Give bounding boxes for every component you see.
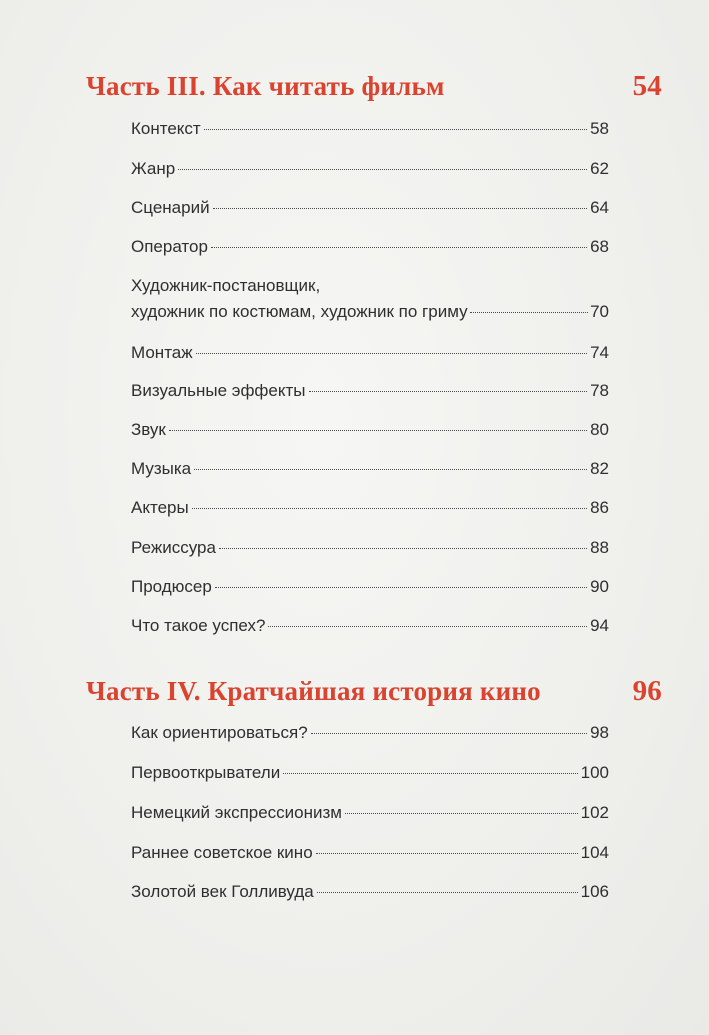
toc-entry-title: Актеры — [131, 498, 189, 517]
toc-entry-page: 64 — [590, 198, 609, 217]
toc-entry-page: 82 — [590, 459, 609, 478]
toc-entry-title: Звук — [131, 420, 166, 439]
part-3-heading — [86, 70, 662, 110]
toc-entry-title: Как ориентироваться? — [131, 723, 308, 742]
toc-entry-page: 68 — [590, 237, 609, 256]
dot-leader — [345, 813, 578, 814]
dot-leader — [219, 548, 587, 549]
toc-entry — [131, 575, 609, 599]
toc-entry-title: Оператор — [131, 237, 208, 256]
toc-entry — [131, 418, 609, 442]
toc-entry-title-line-1: Художник-постановщик, — [131, 276, 321, 295]
toc-entry-multiline — [131, 273, 609, 325]
toc-entry-page: 78 — [590, 381, 609, 400]
dot-leader — [213, 208, 588, 209]
toc-entry-title: Режиссура — [131, 538, 216, 557]
toc-entry — [131, 117, 609, 141]
toc-entry-page: 100 — [580, 763, 609, 782]
dot-leader — [169, 430, 587, 431]
toc-entry — [131, 614, 609, 638]
toc-entry — [131, 841, 609, 865]
toc-entry — [131, 536, 609, 560]
toc-entry-page: 70 — [590, 302, 609, 321]
part-4-heading — [86, 675, 662, 715]
dot-leader — [204, 129, 587, 130]
dot-leader — [194, 469, 587, 470]
toc-entry-title: Что такое успех? — [131, 616, 266, 635]
toc-entry-title: Визуальные эффекты — [131, 381, 306, 400]
dot-leader — [470, 312, 589, 313]
toc-entry-page: 86 — [590, 498, 609, 517]
toc-entry-page: 74 — [590, 343, 609, 362]
toc-entry — [131, 801, 609, 825]
toc-entry-page: 106 — [580, 882, 609, 901]
part-3-page-number: 54 — [632, 70, 662, 102]
toc-entry-page: 104 — [580, 843, 609, 862]
toc-entry-title-line-2: художник по костюмам, художник по гриму — [131, 302, 468, 321]
dot-leader — [192, 508, 587, 509]
dot-leader — [317, 892, 578, 893]
toc-entry — [131, 880, 609, 904]
toc-entry-title: Продюсер — [131, 577, 212, 596]
dot-leader — [316, 853, 578, 854]
toc-entry-title: Сценарий — [131, 198, 210, 217]
toc-entry-page: 58 — [590, 119, 609, 138]
toc-entry-page: 98 — [590, 723, 609, 742]
toc-entry — [131, 761, 609, 785]
part-4-title: Часть IV. Кратчайшая история кино — [86, 676, 541, 706]
toc-entry — [131, 379, 609, 403]
toc-entry — [131, 196, 609, 220]
dot-leader — [311, 733, 587, 734]
toc-entry-title: Первооткрыватели — [131, 763, 281, 782]
part-3-title: Часть III. Как читать фильм — [86, 71, 445, 101]
dot-leader — [283, 773, 577, 774]
dot-leader — [178, 169, 587, 170]
toc-entry-page: 80 — [590, 420, 609, 439]
toc-entry-title: Жанр — [131, 159, 176, 178]
toc-entry-page: 88 — [590, 538, 609, 557]
toc-entry-title: Музыка — [131, 459, 192, 478]
toc-entry — [131, 157, 609, 181]
toc-entry — [131, 235, 609, 259]
toc-entry-title: Золотой век Голливуда — [131, 882, 314, 901]
toc-entry-title: Монтаж — [131, 343, 193, 362]
toc-entry — [131, 496, 609, 520]
toc-entry-page: 62 — [590, 159, 609, 178]
toc-entry-title: Раннее советское кино — [131, 843, 313, 862]
toc-entry-title: Немецкий экспрессионизм — [131, 803, 342, 822]
toc-entry-title: Контекст — [131, 119, 201, 138]
dot-leader — [211, 247, 587, 248]
dot-leader — [268, 626, 587, 627]
toc-entry-page: 90 — [590, 577, 609, 596]
toc-entry — [131, 721, 609, 745]
toc-entry — [131, 341, 609, 365]
toc-entry-page: 102 — [580, 803, 609, 822]
dot-leader — [196, 353, 587, 354]
part-4-page-number: 96 — [632, 675, 662, 707]
toc-entry — [131, 457, 609, 481]
dot-leader — [215, 587, 587, 588]
toc-entry-page: 94 — [590, 616, 609, 635]
dot-leader — [309, 391, 588, 392]
